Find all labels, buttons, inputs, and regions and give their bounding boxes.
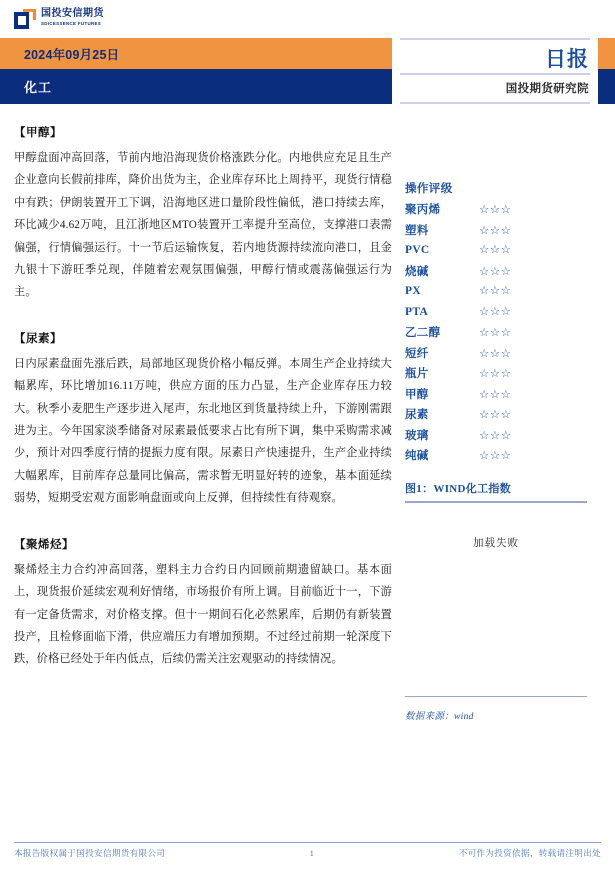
report-sector: 化工 — [24, 80, 53, 95]
figure-canvas — [405, 503, 587, 696]
rating-product-name: PTA — [405, 305, 429, 318]
section-body-urea: 日内尿素盘面先涨后跌，局部地区现货价格小幅反弹。本周生产企业持续大幅累库，环比增加16.11万吨，供应方面的压力凸显，生产企业库存压力较大。秋季小麦肥生产逐步进入尾声，东北地区到货量持续上升，下游刚需跟进为主。今年国家淡季储备对尿素最低要求占比有所下调，集中采购需求减少，预计对四季度行情的提振力度有限。尿素日产快速提升，生产企业持续大幅累库，目前库存总量同比偏高，需求暂无明显好转的迹象，基本面延续弱势，短期受宏观方面影响盘面或向上反弹，但持续性有待观察。 — [14, 357, 392, 505]
rating-row — [405, 222, 603, 243]
rating-product-name: 塑料 — [405, 224, 429, 237]
header-rule-top — [400, 38, 590, 40]
rating-stars: ☆☆☆ — [479, 407, 512, 421]
company-logo — [14, 9, 104, 31]
logo-bar — [0, 0, 615, 38]
rating-stars: ☆☆☆ — [479, 222, 512, 237]
rating-product-name: 聚丙烯 — [405, 204, 441, 216]
operation-rating-table — [405, 180, 603, 468]
report-type-title: 日报 — [545, 48, 589, 71]
footer-divider — [14, 842, 601, 843]
section-heading-urea: 【尿素】 — [14, 332, 62, 345]
rating-stars: ☆☆☆ — [479, 242, 512, 256]
section-body-methanol: 甲醇盘面冲高回落，节前内地沿海现货价格涨跌分化。内地供应充足且生产企业意向长假前排库，降价出货为主，企业库存环比上周持平，现货行情稳中有跌；伊朗装置开工下调，沿海地区进口量阶段性偏低，港口持续去库，环比减少4.62万吨，且江浙地区MTO装置开工率提升至高位，支撑港口表需偏强，行情偏强运行。十一节后运输恢复，若内地货源持续流向港口，且金九银十下游旺季兑现，伴随着宏观氛围偏强，甲醇行情或震荡偏强运行为主。 — [14, 152, 392, 299]
section-heading-methanol: 【甲醇】 — [14, 127, 62, 139]
rating-row — [405, 242, 603, 263]
rating-product-name: 乙二醇 — [405, 327, 441, 339]
rating-row — [405, 345, 603, 366]
rating-row — [405, 283, 603, 304]
rating-row — [405, 447, 603, 468]
report-date: 2024年09月25日 — [24, 48, 120, 62]
rating-row — [405, 365, 603, 386]
rating-stars: ☆☆☆ — [479, 325, 512, 339]
figure-title: 图1：WIND化工指数 — [405, 483, 511, 495]
rating-row — [405, 324, 603, 345]
rating-stars: ☆☆☆ — [479, 283, 512, 297]
rating-product-name: 短纤 — [405, 347, 429, 360]
rating-row — [405, 406, 603, 427]
rating-product-name: PX — [405, 285, 421, 297]
rating-product-name: 烧碱 — [405, 265, 429, 278]
footer-copyright: 本报告版权属于国投安信期货有限公司 — [14, 848, 166, 858]
footer-disclaimer: 不可作为投资依据，转载请注明出处 — [458, 848, 601, 858]
figure-source: 数据来源：wind — [405, 712, 474, 722]
rating-stars: ☆☆☆ — [479, 303, 512, 318]
rating-stars: ☆☆☆ — [479, 202, 512, 216]
header-title-panel — [392, 36, 598, 106]
page-footer — [14, 847, 601, 859]
rating-stars: ☆☆☆ — [479, 345, 512, 360]
rating-row — [405, 304, 603, 325]
rating-product-name: 甲醇 — [405, 388, 429, 401]
section-body-polyolefin: 聚烯烃主力合约冲高回落，塑料主力合约日内回顾前期遗留缺口。基本面上，现货报价延续宏观利好情绪，市场报价有所上调。目前临近十一，下游有一定备货需求，对价格支撑。但十一期间石化必然累库，后期仍有新装置投产，且检修面临下滑，供应端压力有增加预期。不过经过前期一轮深度下跌，价格已经处于年内低点，后续仍需关注宏观驱动的持续情况。 — [14, 563, 392, 666]
rating-row — [405, 386, 603, 407]
rating-stars: ☆☆☆ — [479, 427, 512, 442]
rating-stars: ☆☆☆ — [479, 263, 512, 278]
figure-block — [405, 480, 603, 722]
logo-mark-icon — [14, 9, 36, 31]
figure-rule-bottom — [405, 696, 587, 698]
rating-product-name: 瓶片 — [405, 368, 429, 380]
section-heading-polyolefin: 【聚烯烃】 — [14, 538, 74, 551]
institute-name: 国投期货研究院 — [505, 83, 589, 95]
figure-load-failed-message: 加载失败 — [473, 537, 519, 549]
rating-row — [405, 427, 603, 448]
logo-company-name-cn: 国投安信期货 — [41, 8, 104, 19]
footer-page-number: 1 — [309, 848, 315, 858]
logo-company-name-en: SDICESSENCE FUTURES — [41, 21, 102, 26]
report-body — [14, 124, 392, 697]
header-rule-middle — [400, 73, 590, 75]
rating-stars: ☆☆☆ — [479, 366, 512, 380]
rating-row — [405, 201, 603, 222]
rating-row — [405, 263, 603, 284]
rating-product-name: PVC — [405, 244, 430, 256]
rating-product-name: 玻璃 — [405, 429, 429, 442]
rating-stars: ☆☆☆ — [479, 386, 512, 401]
rating-stars: ☆☆☆ — [479, 448, 512, 462]
rating-product-name: 纯碱 — [405, 450, 429, 462]
rating-table-title: 操作评级 — [405, 183, 453, 195]
rating-product-name: 尿素 — [405, 409, 429, 421]
header-rule-bottom — [400, 102, 590, 104]
